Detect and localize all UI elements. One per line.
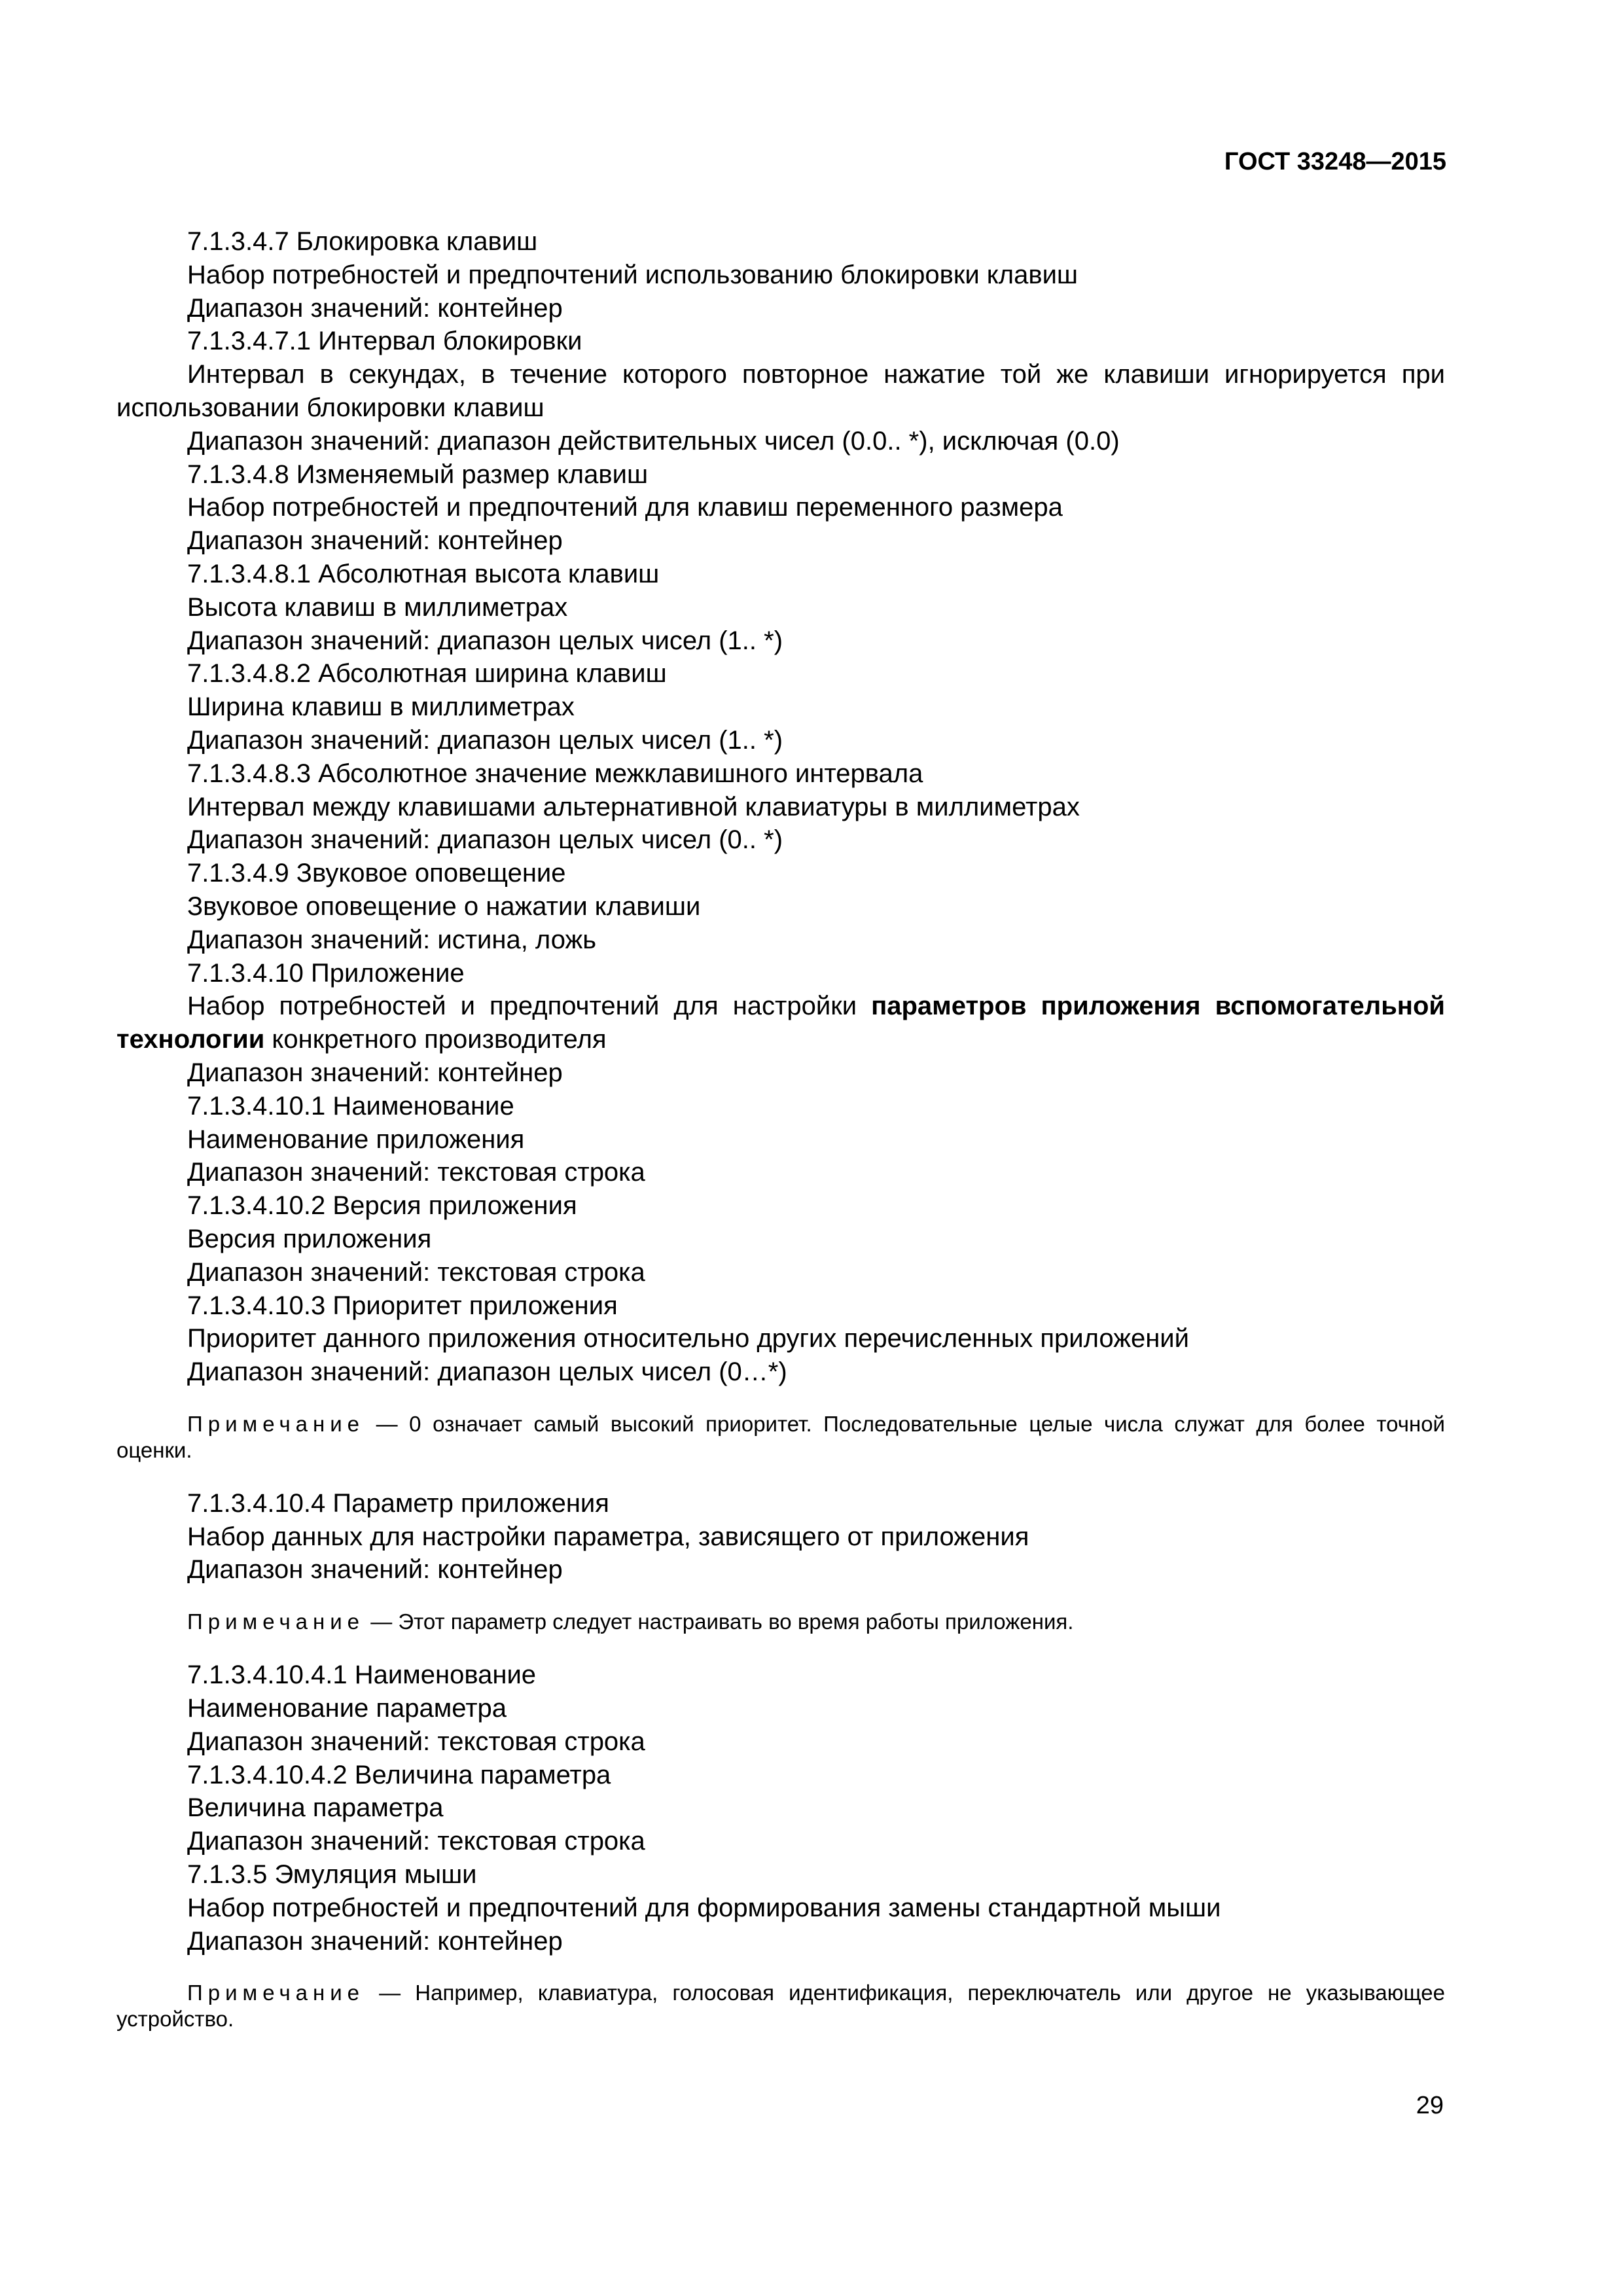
text-line: Диапазон значений: диапазон целых чисел (1.. *): [187, 626, 783, 655]
note-label: Примечание: [187, 1981, 365, 2005]
text-line: Диапазон значений: диапазон целых чисел (0.. *): [187, 825, 783, 855]
text-line: 7.1.3.4.10.4.1 Наименование: [187, 1660, 537, 1690]
text-line: Приоритет данного приложения относительно других перечисленных приложений: [187, 1324, 1189, 1354]
text-line: 7.1.3.5 Эмуляция мыши: [187, 1860, 477, 1890]
note-3: Примечание — Например, клавиатура, голосовая идентификация, переключатель или другое не указывающее устройство.: [116, 1981, 1446, 2032]
text-line: Наименование параметра: [187, 1694, 507, 1723]
app-paragraph: Набор потребностей и предпочтений для настройки параметров приложения вспомогательной технологии конкретного производителя: [116, 992, 1445, 1054]
document-header: ГОСТ 33248—2015: [1224, 148, 1446, 175]
note-1: Примечание — 0 означает самый высокий приоритет. Последовательные целые числа служат для более точной оценки.: [116, 1411, 1445, 1462]
text-line: 7.1.3.4.7.1 Интервал блокировки: [187, 327, 582, 356]
text-line: 7.1.3.4.8.1 Абсолютная высота клавиш: [187, 559, 660, 588]
text-line: 7.1.3.4.8.3 Абсолютное значение межклавишного интервала: [187, 759, 923, 788]
text-line: Высота клавиш в миллиметрах: [187, 592, 568, 622]
text-block-d: [116, 1659, 1445, 1958]
text-line: Диапазон значений: диапазон действительных чисел (0.0.. *), исключая (0.0): [187, 426, 1120, 456]
text-line: 7.1.3.4.10.2 Версия приложения: [187, 1191, 577, 1221]
text-line: Интервал между клавишами альтернативной клавиатуры в миллиметрах: [187, 792, 1080, 821]
text-line: 7.1.3.4.8.2 Абсолютная ширина клавиш: [187, 659, 667, 689]
text-line: 7.1.3.4.8 Изменяемый размер клавиш: [187, 459, 649, 489]
text-block-a: [116, 225, 1445, 990]
text-block-b: [116, 1056, 1445, 1389]
bold-term: параметров приложения вспомогательной технологии: [116, 992, 1445, 1054]
text-line: 7.1.3.4.10.1 Наименование: [187, 1091, 514, 1121]
text-line: Набор потребностей и предпочтений использованию блокировки клавиш: [187, 260, 1078, 289]
text-line: Диапазон значений: текстовая строка: [187, 1827, 645, 1856]
note-label: Примечание: [187, 1609, 365, 1634]
text-line: Наименование приложения: [187, 1124, 525, 1154]
text-line: Диапазон значений: контейнер: [187, 1058, 563, 1087]
text-line: Диапазон значений: диапазон целых чисел (0…*): [187, 1357, 787, 1387]
text-line: 7.1.3.4.9 Звуковое оповещение: [187, 859, 566, 888]
text-line: Величина параметра: [187, 1793, 444, 1823]
page-number: 29: [1416, 2092, 1444, 2119]
text-line: Интервал в секундах, в течение которого повторное нажатие той же клавиши игнорируется при использовании блокировки клавиш: [116, 360, 1445, 422]
text-line: 7.1.3.4.7 Блокировка клавиш: [187, 227, 538, 256]
page-content: [116, 225, 1445, 2032]
text-line: Версия приложения: [187, 1224, 432, 1253]
text-line: 7.1.3.4.10 Приложение: [187, 958, 465, 988]
text-line: Набор потребностей и предпочтений для формирования замены стандартной мыши: [187, 1893, 1221, 1922]
text-line: Диапазон значений: контейнер: [187, 293, 563, 323]
note-label: Примечание: [187, 1411, 365, 1436]
text-line: 7.1.3.4.10.3 Приоритет приложения: [187, 1291, 618, 1320]
text-line: Звуковое оповещение о нажатии клавиши: [187, 891, 701, 921]
text-line: 7.1.3.4.10.4.2 Величина параметра: [187, 1760, 611, 1789]
text-line: Диапазон значений: текстовая строка: [187, 1727, 645, 1756]
text-line: Набор потребностей и предпочтений для клавиш переменного размера: [187, 493, 1063, 522]
text-line: Набор данных для настройки параметра, зависящего от приложения: [187, 1522, 1029, 1551]
note-2: Примечание — Этот параметр следует настраивать во время работы приложения.: [187, 1609, 1074, 1634]
text-line: Диапазон значений: контейнер: [187, 1555, 563, 1585]
text-block-c: [116, 1487, 1445, 1587]
text-line: Диапазон значений: диапазон целых чисел (1.. *): [187, 725, 783, 755]
text-line: Диапазон значений: текстовая строка: [187, 1158, 645, 1187]
text-line: Диапазон значений: истина, ложь: [187, 925, 597, 954]
text-line: Ширина клавиш в миллиметрах: [187, 692, 575, 722]
text-line: Диапазон значений: контейнер: [187, 1926, 563, 1956]
text-line: 7.1.3.4.10.4 Параметр приложения: [187, 1488, 609, 1518]
text-line: Диапазон значений: текстовая строка: [187, 1257, 645, 1287]
text-line: Диапазон значений: контейнер: [187, 526, 563, 556]
